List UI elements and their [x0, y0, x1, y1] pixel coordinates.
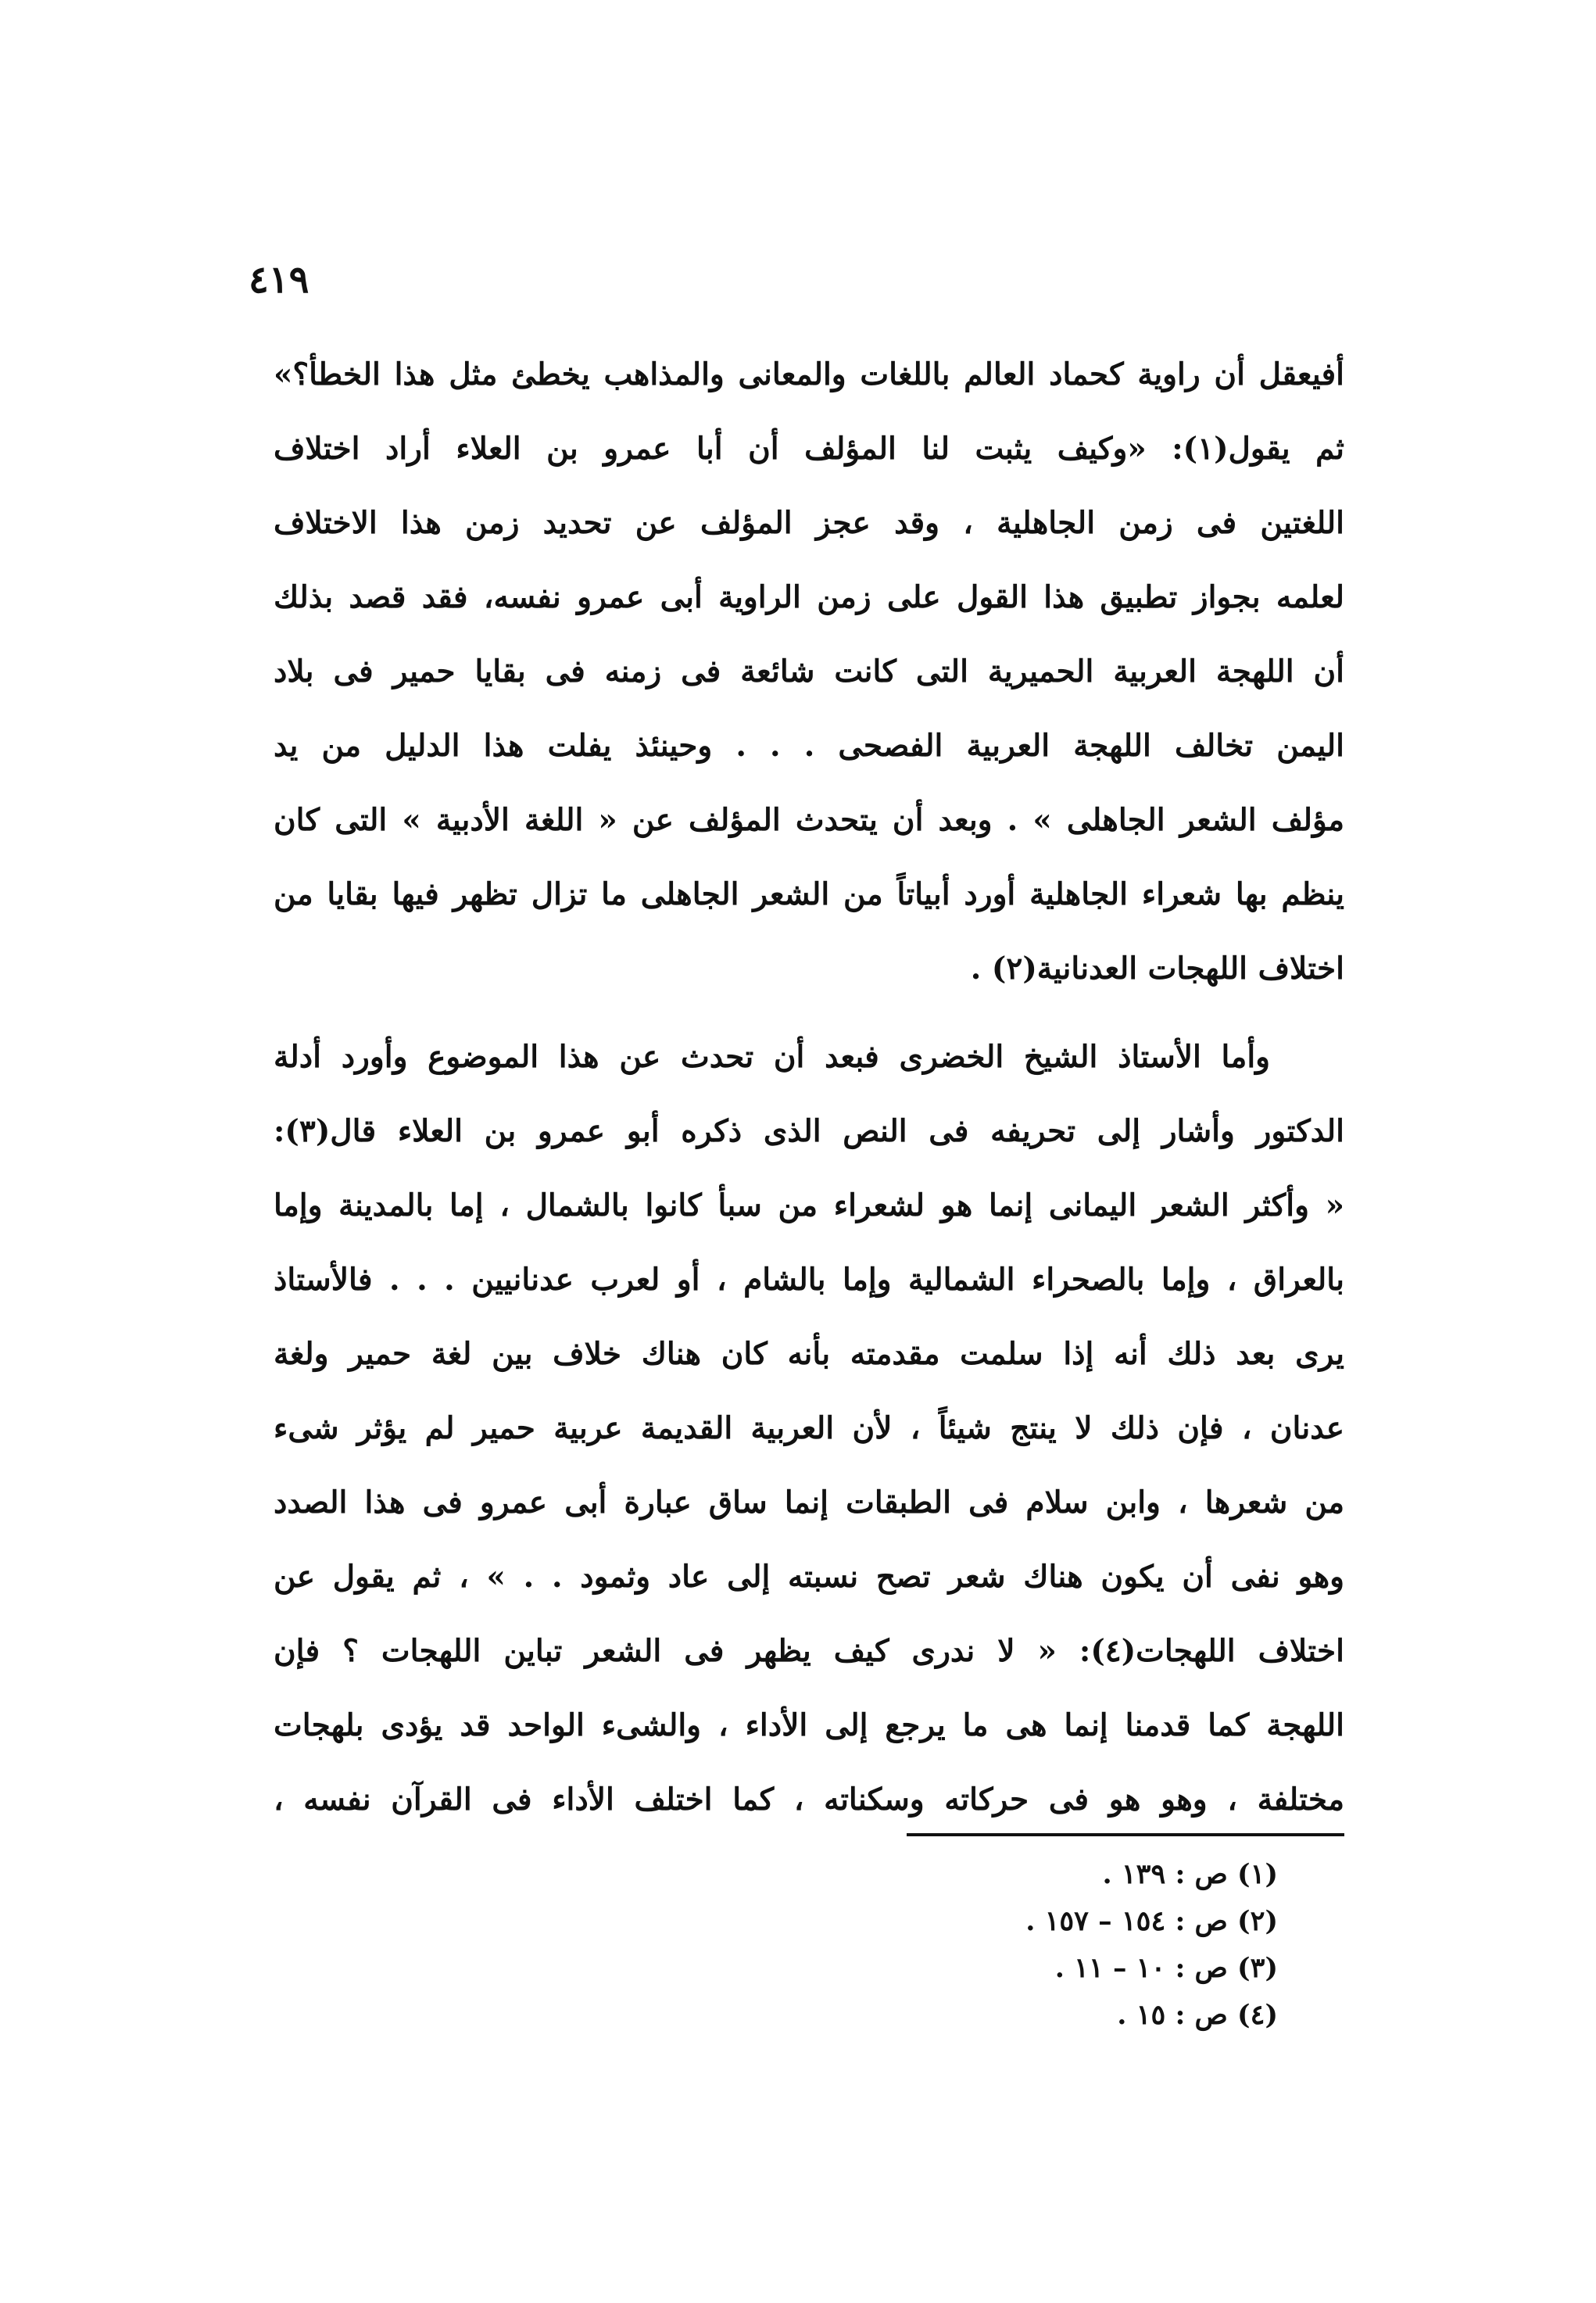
text-line: وهو نفى أن يكون هناك شعر تصح نسبته إلى عاد وثمود . . » ، ثم يقول عن — [274, 1559, 1344, 1595]
footnote: (٢) ص : ١٥٤ – ١٥٧ . — [1025, 1905, 1278, 1937]
text-line: بالعراق ، وإما بالصحراء الشمالية وإما بالشام ، أو لعرب عدنانيين . . . فالأستاذ — [274, 1262, 1344, 1298]
text-line: اختلاف اللهجات(٤): « لا ندرى كيف يظهر فى الشعر تباين اللهجات ؟ فإن — [274, 1633, 1344, 1669]
text-line: من شعرها ، وابن سلام فى الطبقات إنما ساق عبارة أبى عمرو فى هذا الصدد — [274, 1485, 1344, 1520]
footnotes — [907, 1851, 1278, 2039]
text-line: الدكتور وأشار إلى تحريفه فى النص الذى ذكره أبو عمرو بن العلاء قال(٣): — [274, 1113, 1344, 1149]
text-line: اللغتين فى زمن الجاهلية ، وقد عجز المؤلف عن تحديد زمن هذا الاختلاف — [274, 505, 1344, 541]
text-line: أفيعقل أن راوية كحماد العالم باللغات والمعانى والمذاهب يخطئ مثل هذا الخطأ؟» — [274, 356, 1344, 392]
footnote-divider — [907, 1833, 1344, 1836]
text-line: أن اللهجة العربية الحميرية التى كانت شائعة فى زمنه فى بقايا حمير فى بلاد — [274, 654, 1344, 689]
text-line: « وأكثر الشعر اليمانى إنما هو لشعراء من سبأ كانوا بالشمال ، إما بالمدينة وإما — [274, 1187, 1344, 1223]
footnote: (٣) ص : ١٠ – ١١ . — [1054, 1952, 1278, 1984]
text-line: ثم يقول(١): «وكيف يثبت لنا المؤلف أن أبا عمرو بن العلاء أراد اختلاف — [274, 431, 1344, 467]
text-line: يرى بعد ذلك أنه إذا سلمت مقدمته بأنه كان هناك خلاف بين لغة حمير ولغة — [274, 1336, 1344, 1372]
text-line: مختلفة ، وهو هو فى حركاته وسكناته ، كما اختلف الأداء فى القرآن نفسه ، — [274, 1782, 1344, 1818]
text-line: عدنان ، فإن ذلك لا ينتج شيئاً ، لأن العربية القديمة عربية حمير لم يؤثر شىء — [274, 1410, 1344, 1446]
paragraph-1 — [274, 338, 1344, 1006]
text-line: وأما الأستاذ الشيخ الخضرى فبعد أن تحدث عن هذا الموضوع وأورد أدلة — [274, 1039, 1270, 1075]
text-line: لعلمه بجواز تطبيق هذا القول على زمن الراوية أبى عمرو نفسه، فقد قصد بذلك — [274, 579, 1344, 615]
text-line: ينظم بها شعراء الجاهلية أورد أبياتاً من الشعر الجاهلى ما تزال تظهر فيها بقايا من — [274, 876, 1344, 912]
footnote: (٤) ص : ١٥ . — [1117, 1999, 1278, 2031]
text-line: مؤلف الشعر الجاهلى » . وبعد أن يتحدث المؤلف عن « اللغة الأدبية » التى كان — [274, 802, 1344, 838]
text-line: اللهجة كما قدمنا إنما هى ما يرجع إلى الأداء ، والشىء الواحد قد يؤدى بلهجات — [274, 1707, 1344, 1743]
footnote: (١) ص : ١٣٩ . — [1102, 1858, 1278, 1890]
text-line: اليمن تخالف اللهجة العربية الفصحى . . . وحينئذ يفلت هذا الدليل من يد — [274, 728, 1344, 764]
text-line: اختلاف اللهجات العدنانية(٢) . — [970, 951, 1344, 987]
paragraph-2 — [274, 1020, 1344, 1837]
page-number: ٤١٩ — [249, 258, 310, 302]
